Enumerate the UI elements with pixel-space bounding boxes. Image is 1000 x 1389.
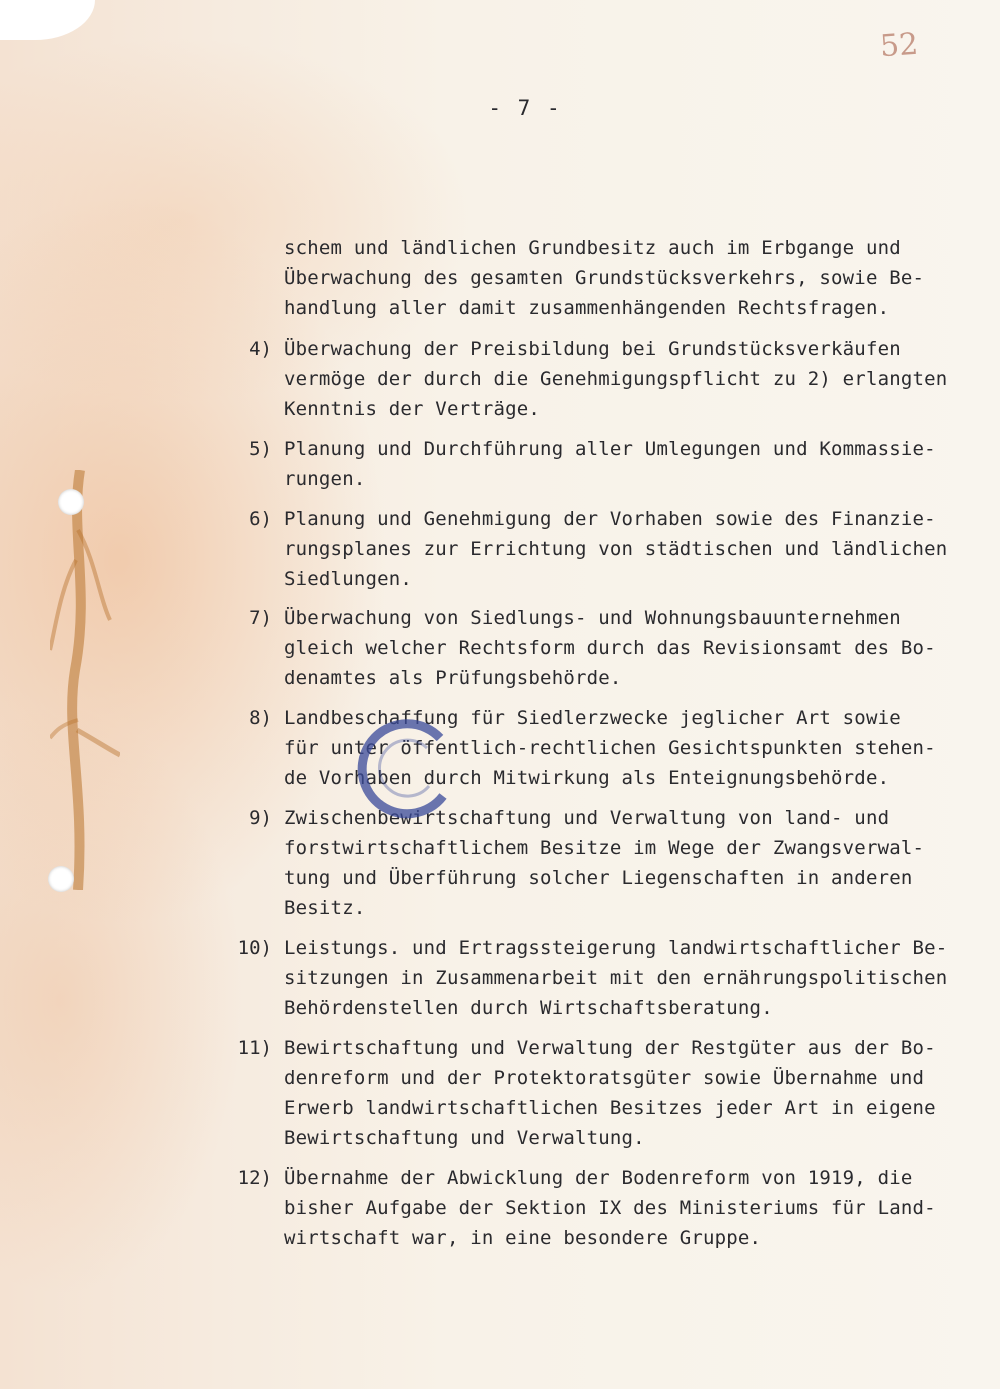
item-line: Siedlungen.	[284, 568, 413, 590]
torn-corner	[0, 0, 95, 40]
item-number: 10)	[237, 937, 272, 959]
item-line: Überwachung der Preisbildung bei Grundstücksverkäufen	[284, 338, 901, 360]
item-line: denreform und der Protektoratsgüter sowie Übernahme und	[284, 1067, 925, 1089]
item-number: 12)	[237, 1167, 272, 1189]
item-line: de Vorhaben durch Mitwirkung als Enteignungsbehörde.	[284, 767, 890, 789]
item-line: sitzungen in Zusammenarbeit mit den ernährungspolitischen	[284, 967, 948, 989]
continuation-line: schem und ländlichen Grundbesitz auch im Erbgange und	[284, 237, 901, 259]
item-line: gleich welcher Rechtsform durch das Revisionsamt des Bo-	[284, 637, 936, 659]
item-line: rungen.	[284, 468, 366, 490]
item-number: 9)	[249, 807, 272, 829]
item-line: Behördenstellen durch Wirtschaftsberatung.	[284, 997, 773, 1019]
item-line: vermöge der durch die Genehmigungspflicht zu 2) erlangten	[284, 368, 948, 390]
item-number: 7)	[249, 607, 272, 629]
item-line: Kenntnis der Verträge.	[284, 398, 541, 420]
item-line: Bewirtschaftung und Verwaltung der Restgüter aus der Bo-	[284, 1037, 936, 1059]
item-line: bisher Aufgabe der Sektion IX des Ministeriums für Land-	[284, 1197, 936, 1219]
item-number: 6)	[249, 508, 272, 530]
rust-stain	[50, 470, 120, 890]
item-line: Übernahme der Abwicklung der Bodenreform von 1919, die	[284, 1167, 913, 1189]
item-line: Planung und Durchführung aller Umlegungen und Kommassie-	[284, 438, 936, 460]
item-line: für unter öffentlich-rechtlichen Gesichtspunkten stehen-	[284, 737, 936, 759]
continuation-line: Überwachung des gesamten Grundstücksverkehrs, sowie Be-	[284, 267, 925, 289]
item-number: 11)	[237, 1037, 272, 1059]
item-line: Landbeschaffung für Siedlerzwecke jeglicher Art sowie	[284, 707, 901, 729]
item-number: 4)	[249, 338, 272, 360]
item-line: Zwischenbewirtschaftung und Verwaltung von land- und	[284, 807, 890, 829]
item-line: Erwerb landwirtschaftlichen Besitzes jeder Art in eigene	[284, 1097, 936, 1119]
round-stamp	[345, 708, 465, 828]
item-line: denamtes als Prüfungsbehörde.	[284, 667, 622, 689]
item-line: rungsplanes zur Errichtung von städtischen und ländlichen	[284, 538, 948, 560]
item-number: 8)	[249, 707, 272, 729]
folio-mark: 52	[878, 26, 920, 65]
item-line: Besitz.	[284, 897, 366, 919]
item-number: 5)	[249, 438, 272, 460]
item-line: forstwirtschaftlichem Besitze im Wege der Zwangsverwal-	[284, 837, 925, 859]
continuation-line: handlung aller damit zusammenhängenden Rechtsfragen.	[284, 297, 890, 319]
item-line: Leistungs. und Ertragssteigerung landwirtschaftlicher Be-	[284, 937, 948, 959]
punch-hole	[48, 866, 74, 892]
item-line: Bewirtschaftung und Verwaltung.	[284, 1127, 645, 1149]
item-line: Überwachung von Siedlungs- und Wohnungsbauunternehmen	[284, 607, 901, 629]
item-line: wirtschaft war, in eine besondere Gruppe.	[284, 1227, 762, 1249]
page-number: - 7 -	[488, 96, 562, 120]
item-line: tung und Überführung solcher Liegenschaften in anderen	[284, 867, 913, 889]
item-line: Planung und Genehmigung der Vorhaben sowie des Finanzie-	[284, 508, 936, 530]
punch-hole	[58, 489, 84, 515]
